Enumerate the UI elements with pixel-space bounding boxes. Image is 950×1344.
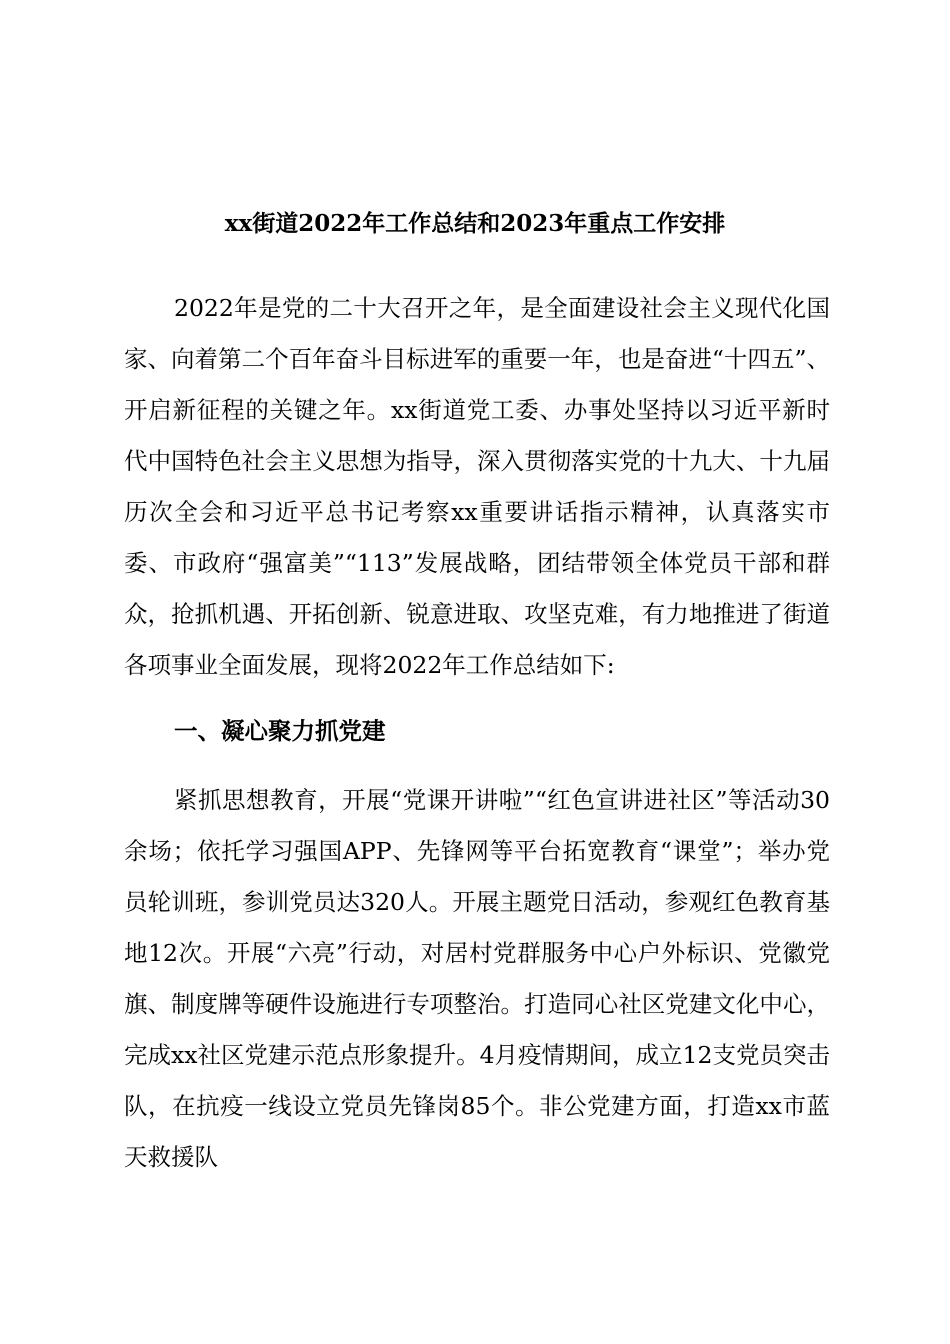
section-heading: 一、凝心聚力抓党建 (174, 717, 386, 745)
document-title: xx街道2022年工作总结和2023年重点工作安排 (224, 210, 726, 237)
section-paragraph: 紧抓思想教育，开展“党课开讲啦”“红色宣讲进社区”等活动30余场；依托学习强国APP、先锋网等平台拓宽教育“课堂”；举办党员轮训班，参训党员达320人。开展主题党日活动，参观红色教育基地12次。开展“六亮”行动，对居村党群服务中心户外标识、党徽党旗、制度牌等硬件设施进行专项整治。打造同心社区党建文化中心，完成xx社区党建示范点形象提升。4月疫情期间，成立12支党员突击队，在抗疫一线设立党员先锋岗85个。非公党建方面，打造xx市蓝天救援队 (124, 786, 830, 1171)
intro-paragraph: 2022年是党的二十大召开之年，是全面建设社会主义现代化国家、向着第二个百年奋斗目标进军的重要一年，也是奋进“十四五”、开启新征程的关键之年。xx街道党工委、办事处坚持以习近平新时代中国特色社会主义思想为指导，深入贯彻落实党的十九大、十九届历次全会和习近平总书记考察xx重要讲话指示精神，认真落实市委、市政府“强富美”“113”发展战略，团结带领全体党员干部和群众，抢抓机遇、开拓创新、锐意进取、攻坚克难，有力地推进了街道各项事业全面发展，现将2022年工作总结如下: (124, 294, 830, 679)
